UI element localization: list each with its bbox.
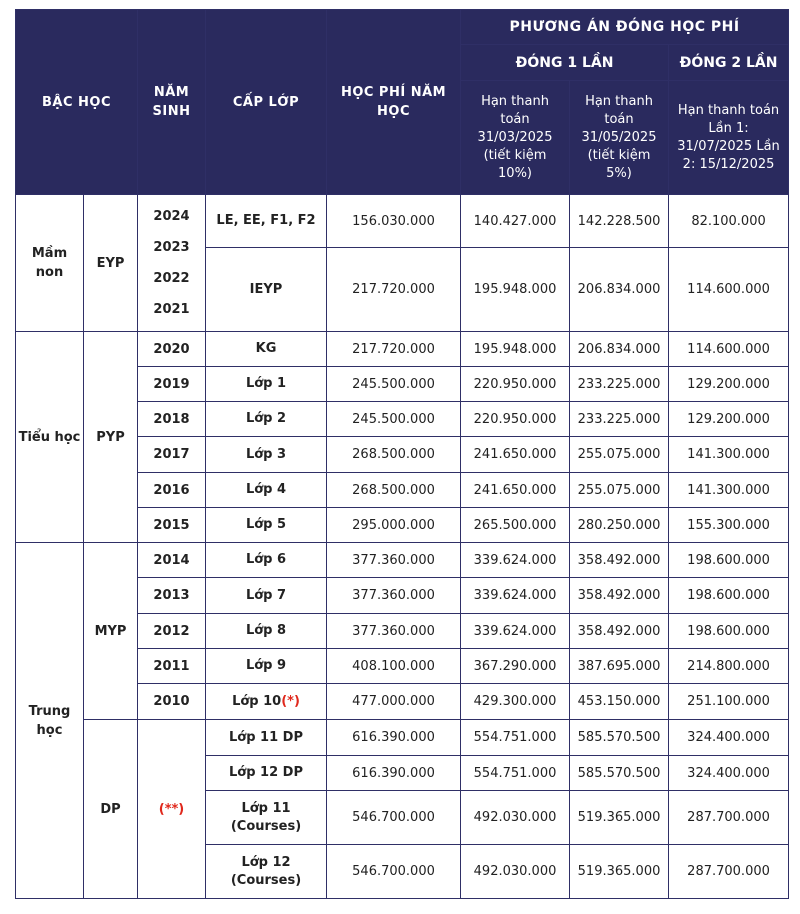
year-cell: 2022 — [153, 271, 190, 286]
annual-fee-cell: 245.500.000 — [327, 367, 461, 402]
eyp-years — [138, 195, 206, 332]
grade-cell: Lớp 7 — [206, 578, 327, 614]
plan2-cell: 519.365.000 — [570, 791, 669, 845]
year-cell: 2021 — [153, 302, 190, 317]
grade-cell: LE, EE, F1, F2 — [206, 195, 327, 248]
header-pay-once: ĐÓNG 1 LẦN — [461, 45, 669, 81]
tuition-table — [15, 9, 789, 899]
annual-fee-cell: 616.390.000 — [327, 756, 461, 791]
grade-cell: Lớp 9 — [206, 649, 327, 684]
year-cell: 2015 — [138, 508, 206, 543]
annual-fee-cell: 268.500.000 — [327, 437, 461, 473]
grade-cell: Lớp 2 — [206, 402, 327, 437]
plan2-cell: 206.834.000 — [570, 332, 669, 367]
year-cell: 2011 — [138, 649, 206, 684]
annual-fee-cell: 268.500.000 — [327, 473, 461, 508]
grade-label: Lớp 11 (Courses) — [230, 800, 302, 834]
year-cell: 2019 — [138, 367, 206, 402]
plan1-cell: 429.300.000 — [461, 684, 570, 720]
header-pay-twice: ĐÓNG 2 LẦN — [669, 45, 789, 81]
grade-cell — [206, 684, 327, 720]
year-cell: 2014 — [138, 543, 206, 578]
annual-fee-cell: 295.000.000 — [327, 508, 461, 543]
plan2-cell: 142.228.500 — [570, 195, 669, 248]
annual-fee-cell: 217.720.000 — [327, 332, 461, 367]
plan1-cell: 339.624.000 — [461, 614, 570, 649]
plan2-cell: 233.225.000 — [570, 367, 669, 402]
annual-fee-cell: 245.500.000 — [327, 402, 461, 437]
plan2-cell: 233.225.000 — [570, 402, 669, 437]
dp-note-mark: (**) — [158, 801, 185, 817]
year-cell: 2024 — [153, 209, 190, 224]
header-deadline-3: Hạn thanh toán Lần 1: 31/07/2025 Lần 2: 15/12/2025 — [669, 81, 789, 195]
grade-cell: Lớp 11 DP — [206, 720, 327, 756]
annual-fee-cell: 546.700.000 — [327, 845, 461, 899]
plan1-cell: 554.751.000 — [461, 756, 570, 791]
grade-label: Lớp 12 (Courses) — [230, 854, 302, 888]
plan1-cell: 220.950.000 — [461, 402, 570, 437]
grade-label: Lớp 10 — [232, 693, 282, 709]
program-myp: MYP — [84, 543, 138, 720]
plan3-cell: 114.600.000 — [669, 332, 789, 367]
plan3-cell: 129.200.000 — [669, 367, 789, 402]
year-cell: 2013 — [138, 578, 206, 614]
year-cell: 2018 — [138, 402, 206, 437]
plan1-cell: 140.427.000 — [461, 195, 570, 248]
plan1-cell: 492.030.000 — [461, 791, 570, 845]
plan2-cell: 453.150.000 — [570, 684, 669, 720]
program-eyp: EYP — [84, 195, 138, 332]
plan2-cell: 206.834.000 — [570, 248, 669, 332]
plan1-cell: 195.948.000 — [461, 248, 570, 332]
plan2-cell: 387.695.000 — [570, 649, 669, 684]
header-annual-fee: HỌC PHÍ NĂM HỌC — [327, 10, 461, 195]
annual-fee-cell: 546.700.000 — [327, 791, 461, 845]
plan1-cell: 339.624.000 — [461, 543, 570, 578]
plan1-cell: 492.030.000 — [461, 845, 570, 899]
plan3-cell: 251.100.000 — [669, 684, 789, 720]
grade-cell — [206, 845, 327, 899]
plan3-cell: 324.400.000 — [669, 756, 789, 791]
plan2-cell: 255.075.000 — [570, 437, 669, 473]
grade-cell: Lớp 12 DP — [206, 756, 327, 791]
header-level: BẬC HỌC — [16, 10, 138, 195]
grade-cell: Lớp 4 — [206, 473, 327, 508]
plan3-cell: 82.100.000 — [669, 195, 789, 248]
year-cell: 2012 — [138, 614, 206, 649]
annual-fee-cell: 477.000.000 — [327, 684, 461, 720]
level-tieu-hoc: Tiểu học — [16, 332, 84, 543]
plan3-cell: 114.600.000 — [669, 248, 789, 332]
plan2-cell: 280.250.000 — [570, 508, 669, 543]
plan1-cell: 195.948.000 — [461, 332, 570, 367]
plan1-cell: 339.624.000 — [461, 578, 570, 614]
plan3-cell: 198.600.000 — [669, 543, 789, 578]
grade-cell: Lớp 1 — [206, 367, 327, 402]
header-birth-year: NĂM SINH — [138, 10, 206, 195]
plan3-cell: 324.400.000 — [669, 720, 789, 756]
plan2-cell: 358.492.000 — [570, 614, 669, 649]
year-cell: 2023 — [153, 240, 190, 255]
grade-cell: KG — [206, 332, 327, 367]
annual-fee-cell: 377.360.000 — [327, 543, 461, 578]
annual-fee-cell: 217.720.000 — [327, 248, 461, 332]
plan3-cell: 287.700.000 — [669, 791, 789, 845]
plan2-cell: 519.365.000 — [570, 845, 669, 899]
plan3-cell: 141.300.000 — [669, 473, 789, 508]
grade-cell: Lớp 6 — [206, 543, 327, 578]
level-mam-non: Mầm non — [16, 195, 84, 332]
plan1-cell: 554.751.000 — [461, 720, 570, 756]
grade-cell: IEYP — [206, 248, 327, 332]
grade-cell: Lớp 8 — [206, 614, 327, 649]
program-pyp: PYP — [84, 332, 138, 543]
plan3-cell: 198.600.000 — [669, 578, 789, 614]
plan1-cell: 220.950.000 — [461, 367, 570, 402]
plan3-cell: 129.200.000 — [669, 402, 789, 437]
plan2-cell: 358.492.000 — [570, 578, 669, 614]
plan1-cell: 265.500.000 — [461, 508, 570, 543]
plan2-cell: 255.075.000 — [570, 473, 669, 508]
plan1-cell: 241.650.000 — [461, 437, 570, 473]
header-grade: CẤP LỚP — [206, 10, 327, 195]
header-payment-plans: PHƯƠNG ÁN ĐÓNG HỌC PHÍ — [461, 10, 789, 45]
plan3-cell: 198.600.000 — [669, 614, 789, 649]
annual-fee-cell: 616.390.000 — [327, 720, 461, 756]
plan1-cell: 241.650.000 — [461, 473, 570, 508]
level-trung-hoc: Trung học — [16, 543, 84, 899]
plan3-cell: 287.700.000 — [669, 845, 789, 899]
plan3-cell: 141.300.000 — [669, 437, 789, 473]
annual-fee-cell: 377.360.000 — [327, 614, 461, 649]
annual-fee-cell: 377.360.000 — [327, 578, 461, 614]
grade-cell: Lớp 5 — [206, 508, 327, 543]
plan1-cell: 367.290.000 — [461, 649, 570, 684]
year-cell: 2017 — [138, 437, 206, 473]
program-dp: DP — [84, 720, 138, 899]
plan2-cell: 585.570.500 — [570, 720, 669, 756]
year-cell: 2016 — [138, 473, 206, 508]
grade-cell — [206, 791, 327, 845]
grade-cell: Lớp 3 — [206, 437, 327, 473]
grade-note: (*) — [281, 693, 300, 709]
header-deadline-2: Hạn thanh toán 31/05/2025 (tiết kiệm 5%) — [570, 81, 669, 195]
plan3-cell: 214.800.000 — [669, 649, 789, 684]
year-cell: 2020 — [138, 332, 206, 367]
plan3-cell: 155.300.000 — [669, 508, 789, 543]
dp-note — [138, 720, 206, 899]
header-deadline-1: Hạn thanh toán 31/03/2025 (tiết kiệm 10%) — [461, 81, 570, 195]
plan2-cell: 358.492.000 — [570, 543, 669, 578]
year-cell: 2010 — [138, 684, 206, 720]
plan2-cell: 585.570.500 — [570, 756, 669, 791]
annual-fee-cell: 156.030.000 — [327, 195, 461, 248]
annual-fee-cell: 408.100.000 — [327, 649, 461, 684]
